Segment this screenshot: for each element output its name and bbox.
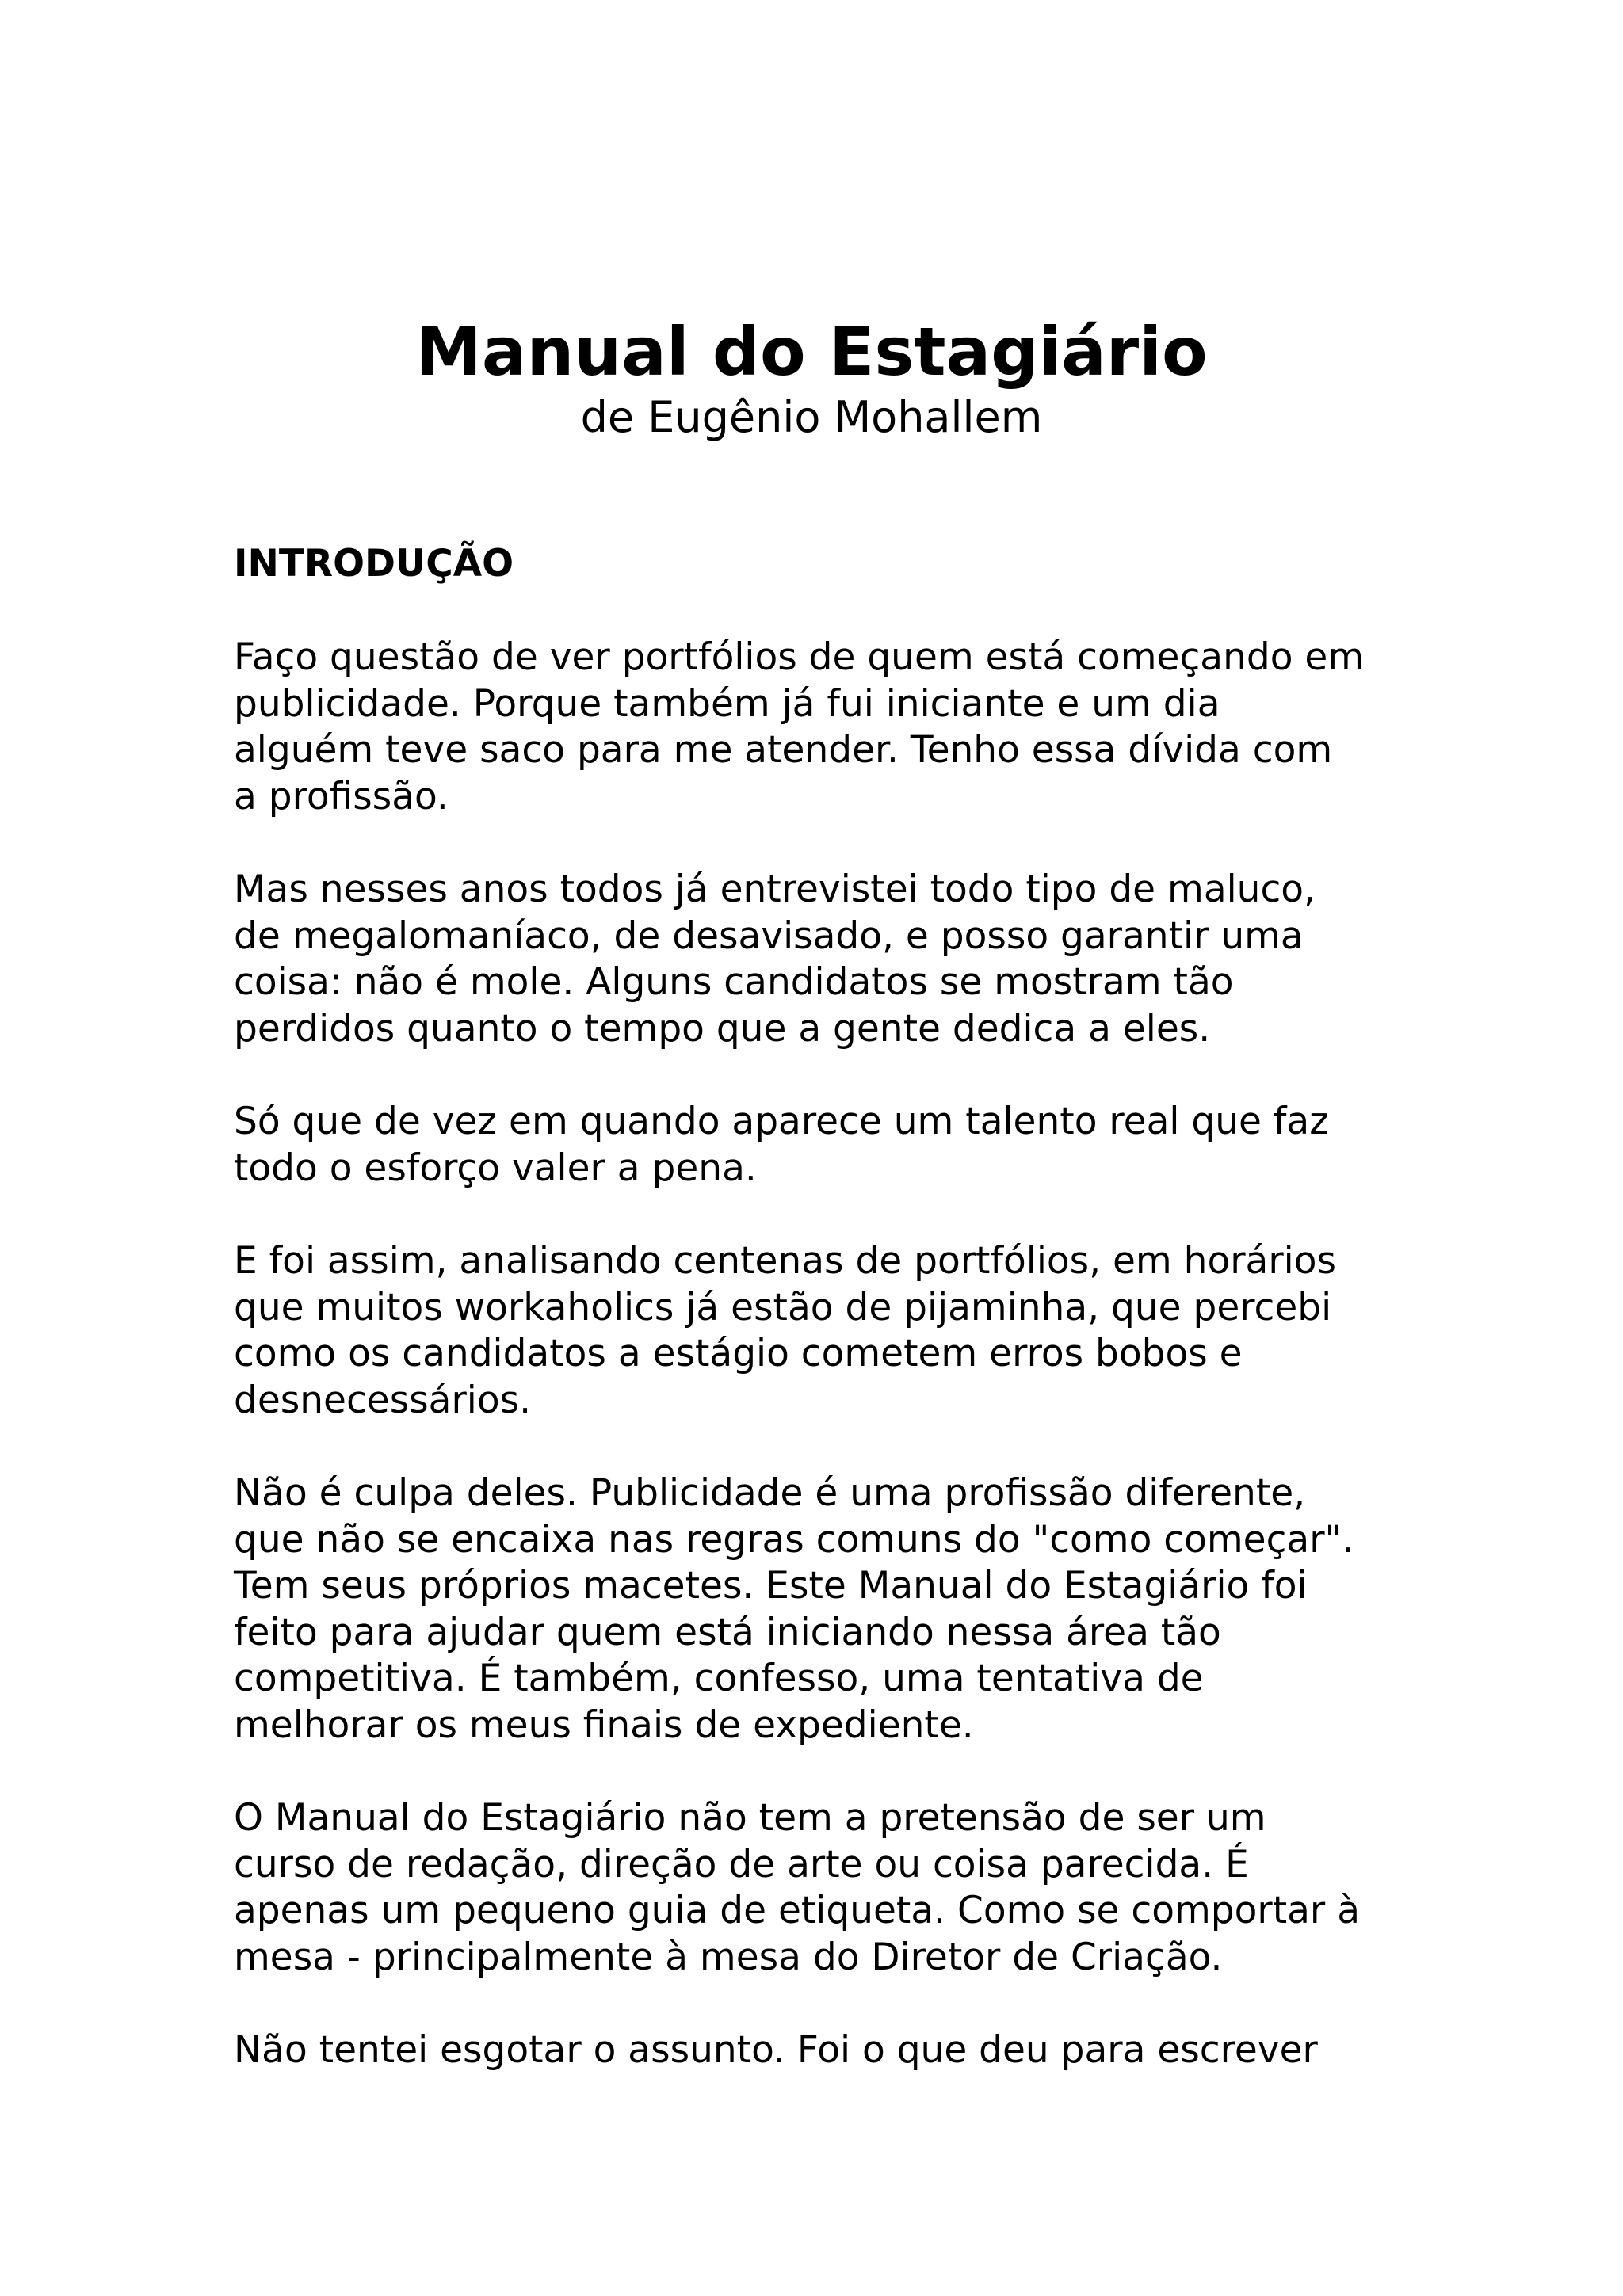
paragraph-1 xyxy=(234,635,1438,820)
text-line: O Manual do Estagiário não tem a pretensão de ser um xyxy=(234,1796,1266,1840)
text-line: perdidos quanto o tempo que a gente dedica a eles. xyxy=(234,1006,1211,1051)
text-line: Só que de vez em quando aparece um talento real que faz xyxy=(234,1100,1329,1143)
text-line: coisa: não é mole. Alguns candidatos se mostram tão xyxy=(234,960,1234,1004)
text-line: de megalomaníaco, de desavisado, e posso garantir uma xyxy=(234,913,1304,958)
text-line: Não é culpa deles. Publicidade é uma profissão diferente, xyxy=(234,1471,1306,1515)
text-line: Faço questão de ver portfólios de quem está começando em xyxy=(234,635,1365,679)
section-heading: INTRODUÇÃO xyxy=(234,542,514,585)
document-author: de Eugênio Mohallem xyxy=(580,392,1043,442)
document-title: Manual do Estagiário xyxy=(415,313,1208,391)
text-line: todo o esforço valer a pena. xyxy=(234,1146,757,1190)
text-line: como os candidatos a estágio cometem erros bobos e xyxy=(234,1332,1243,1375)
text-line: que muitos workaholics já estão de pijaminha, que percebi xyxy=(234,1285,1332,1329)
text-line: Não tentei esgotar o assunto. Foi o que deu para escrever xyxy=(234,2028,1318,2072)
paragraph-2 xyxy=(234,867,1438,1052)
text-line: competitiva. É também, confesso, uma tentativa de xyxy=(234,1657,1204,1700)
text-line: mesa - principalmente à mesa do Diretor de Criação. xyxy=(234,1935,1223,1979)
text-line: E foi assim, analisando centenas de portfólios, em horários xyxy=(234,1239,1336,1283)
paragraph-3 xyxy=(234,1099,1438,1192)
text-line: a profissão. xyxy=(234,774,449,818)
text-line: Mas nesses anos todos já entrevistei todo tipo de maluco, xyxy=(234,868,1316,911)
text-line: Tem seus próprios macetes. Este Manual do Estagiário foi xyxy=(234,1564,1308,1608)
paragraph-6 xyxy=(234,1795,1438,1981)
text-line: que não se encaixa nas regras comuns do "como começar". xyxy=(234,1517,1354,1562)
text-line: publicidade. Porque também já fui iniciante e um dia xyxy=(234,681,1220,726)
text-line: alguém teve saco para me atender. Tenho essa dívida com xyxy=(234,728,1333,772)
paragraph-5 xyxy=(234,1470,1438,1749)
text-line: feito para ajudar quem está iniciando nessa área tão xyxy=(234,1610,1221,1654)
text-line: desnecessários. xyxy=(234,1378,532,1422)
text-line: apenas um pequeno guia de etiqueta. Como se comportar à xyxy=(234,1889,1360,1932)
paragraph-4 xyxy=(234,1238,1438,1424)
text-line: melhorar os meus finais de expediente. xyxy=(234,1703,974,1747)
document-body xyxy=(234,539,1438,2121)
paragraph-7 xyxy=(234,2027,1438,2074)
text-line: curso de redação, direção de arte ou coisa parecida. É xyxy=(234,1842,1249,1886)
